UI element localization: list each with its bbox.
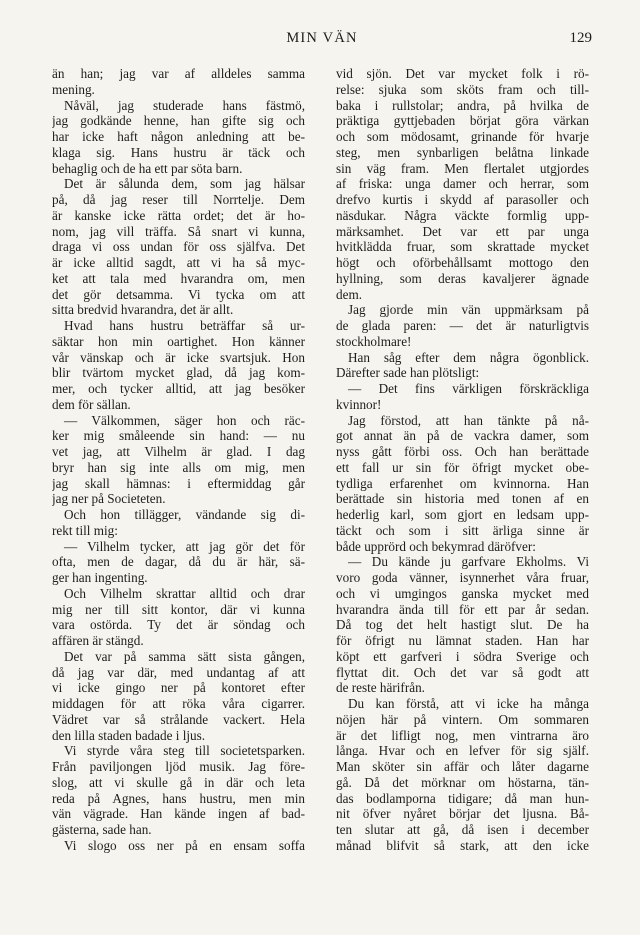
text-line: hvarandra ända till för ett par år sedan. xyxy=(336,601,589,617)
text-line: — Välkommen, säger hon och räc- xyxy=(64,412,305,428)
text-line: sitta bredvid hvarandra, det är allt. xyxy=(52,302,234,318)
text-line: Du kan förstå, att vi icke ha många xyxy=(348,696,589,711)
text-line: rekt till mig: xyxy=(52,522,118,538)
text-line: Han såg efter dem några ögonblick. xyxy=(348,349,589,365)
text-line: bryr han sig inte alls om mig, men xyxy=(52,459,305,475)
text-line: de glada paren: — det är naturligtvis xyxy=(336,318,589,333)
text-line: hederlig karl, som gjort en ledsam upp- xyxy=(336,507,589,522)
text-line: är icke alltid sagdt, att vi ha så myc- xyxy=(52,255,305,270)
text-line: täckt och som i sitt ärliga sinne är xyxy=(336,522,589,538)
text-line: nit öfver nyåret börjar det ljusna. Bå- xyxy=(336,806,589,822)
text-line: slog, att vi skulle gå in där och leta xyxy=(52,774,305,790)
text-line: vet jag, att Vilhelm är glad. I dag xyxy=(52,444,305,459)
text-line: gå. Då det mörknar om höstarna, tän- xyxy=(336,774,589,790)
text-line: hvitklädda fruar, som skrattade mycket xyxy=(336,239,589,255)
text-line: drefvo kurtis i skydd af parasoller och xyxy=(336,192,589,207)
text-line: mig ner till sitt kontor, där vi kunna xyxy=(52,601,305,617)
text-line: Nåväl, jag studerade hans fästmö, xyxy=(64,97,305,113)
text-line: jag godkände henne, han gifte sig och xyxy=(52,113,305,129)
text-line: är det lifligt nog, men vintrarna äro xyxy=(336,727,589,743)
page-header xyxy=(52,30,592,52)
text-line: Då tog det helt hastigt slut. De ha xyxy=(336,617,589,633)
text-line: sin väg fram. Men flertalet utgjordes xyxy=(336,160,589,176)
right-text-column xyxy=(336,66,589,854)
text-line: köpt ett garfveri i södra Sverige och xyxy=(336,648,589,664)
text-line: Från paviljongen ljöd musik. Jag före- xyxy=(52,759,305,774)
text-line: das bodlamporna tidigare; då man hun- xyxy=(336,790,589,806)
text-line: vid sjön. Det var mycket folk i rö- xyxy=(336,66,589,81)
text-line: märksamhet. Det var ett par unga xyxy=(336,223,589,239)
text-line: då jag var där, med undantag af att xyxy=(52,664,305,680)
text-line: nöjen här på vintern. Om sommaren xyxy=(336,711,589,727)
text-line: voro goda vänner, isynnerhet våra fruar, xyxy=(336,570,589,585)
page-number: 129 xyxy=(569,30,592,46)
text-line: gästerna, sade han. xyxy=(52,822,152,837)
text-line: ett fall ur sin för öfrigt mycket obe- xyxy=(336,459,589,475)
text-line: månad blifvit så stark, att den icke xyxy=(336,837,589,853)
text-line: både upprörd och bekymrad däröfver: xyxy=(336,538,536,554)
text-line: af friska: unga damer och herrar, som xyxy=(336,176,589,192)
text-line: präktiga gyttjebaden börjat göra värkan xyxy=(336,113,589,129)
text-line: högt och oförbehållsamt mottogo den xyxy=(336,255,589,270)
text-line: flyttat dit. Och det var så godt att xyxy=(336,664,589,680)
text-line: reda på Agnes, hans hustru, men min xyxy=(52,790,305,806)
text-line: Hvad hans hustru beträffar så ur- xyxy=(64,318,305,333)
text-line: ten slutar att gå, då isen i december xyxy=(336,822,589,837)
text-line: relse: sjuka som sköts fram och till- xyxy=(336,81,589,97)
text-line: kvinnor! xyxy=(336,396,382,412)
text-line: Man sköter sin affär och låter dagarne xyxy=(336,759,589,774)
text-line: ket att tala med hvarandra om, men xyxy=(52,270,305,286)
text-line: Och Vilhelm skrattar alltid och drar xyxy=(64,585,305,601)
text-line: dem. xyxy=(336,286,363,302)
text-line: och vi umgingos ganska mycket med xyxy=(336,585,589,601)
running-title: MIN VÄN xyxy=(286,30,358,46)
text-line: — Vilhelm tycker, att jag gör det för xyxy=(64,538,305,554)
text-line: behaglig och de ha ett par söta barn. xyxy=(52,160,243,176)
left-text-column xyxy=(52,66,305,854)
text-line: hyllning, som deras kavaljerer ägnade xyxy=(336,270,589,286)
text-line: vi icke gingo ner på kontoret efter xyxy=(52,680,305,696)
text-line: mening. xyxy=(52,81,95,97)
text-line: Därefter sade han plötsligt: xyxy=(336,365,480,381)
text-line: långa. Hvar och en lefver för sig själf. xyxy=(336,743,589,759)
text-line: vän vägrade. Han kände ingen af bad- xyxy=(52,806,305,822)
text-line: — Det fins värkligen förskräckliga xyxy=(348,381,589,396)
text-line: middagen för att röka våra cigarrer. xyxy=(52,696,305,711)
text-line: jag ner på Societeten. xyxy=(52,491,166,507)
text-line: Jag gjorde min vän uppmärksam på xyxy=(348,302,589,318)
text-line: vår vänskap och är icke svartsjuk. Hon xyxy=(52,349,305,365)
text-line: Jag förstod, att han tänkte på nå- xyxy=(348,412,589,428)
text-line: Det är sålunda dem, som jag hälsar xyxy=(64,176,305,192)
text-line: stockholmare! xyxy=(336,333,412,349)
text-line: nyss gått förbi oss. Och han berättade xyxy=(336,444,589,459)
text-line: den lilla staden badade i ljus. xyxy=(52,727,206,743)
text-line: klaga sig. Hans hustru är täck och xyxy=(52,144,305,160)
text-line: nom, jag vill träffa. Så snart vi kunna, xyxy=(52,223,305,239)
text-line: mer, och tycker alltid, att jag besöker xyxy=(52,381,305,396)
text-line: på, då jag reser till Norrtelje. Dem xyxy=(52,192,305,207)
text-line: har icke haft någon anledning att be- xyxy=(52,129,305,144)
text-line: och som mödosamt, grinande för hvarje xyxy=(336,129,589,144)
text-line: Det var på samma sätt sista gången, xyxy=(64,648,305,664)
text-line: tydliga erfarenhet om kvinnorna. Han xyxy=(336,475,589,491)
text-line: blir tvärtom mycket glad, då jag kom- xyxy=(52,365,305,381)
text-line: näsdukar. Några väckte formlig upp- xyxy=(336,207,589,223)
text-line: Vi slogo oss ner på en ensam soffa xyxy=(64,837,305,853)
text-line: baka i rullstolar; andra, på hvilka de xyxy=(336,97,589,113)
text-line: berättade sin historia med tonen af en xyxy=(336,491,589,507)
text-line: är kanske icke rätta ordet; det är ho- xyxy=(52,207,305,223)
text-line: steg, men synbarligen belåtna linkade xyxy=(336,144,589,160)
text-line: ger han ingenting. xyxy=(52,570,148,585)
text-line: dem för sällan. xyxy=(52,396,131,412)
text-line: affären är stängd. xyxy=(52,633,144,648)
text-line: vara ostörda. Ty det är söndag och xyxy=(52,617,305,633)
text-line: de reste härifrån. xyxy=(336,680,425,696)
text-line: jag skall hämnas: i eftermiddag går xyxy=(52,475,305,491)
text-line: ker mig småleende sin hand: — nu xyxy=(52,428,305,444)
text-line: Vädret var så strålande vackert. Hela xyxy=(52,711,305,727)
text-line: det gör detsamma. Vi tycka om att xyxy=(52,286,305,302)
text-line: Och hon tillägger, vändande sig di- xyxy=(64,507,305,522)
text-line: — Du kände ju garfvare Ekholms. Vi xyxy=(348,554,589,570)
text-line: got annat än på de vackra damer, som xyxy=(336,428,589,444)
text-line: för öfrigt nu lämnat staden. Han har xyxy=(336,633,589,648)
text-line: än han; jag var af alldeles samma xyxy=(52,66,305,81)
text-line: Vi styrde våra steg till societetsparken. xyxy=(64,743,305,759)
text-line: draga vi oss undan för oss själfva. Det xyxy=(52,239,305,255)
text-line: ofta, men de dagar, då du är här, sä- xyxy=(52,554,305,570)
text-line: säktar hon min oartighet. Hon känner xyxy=(52,333,305,349)
